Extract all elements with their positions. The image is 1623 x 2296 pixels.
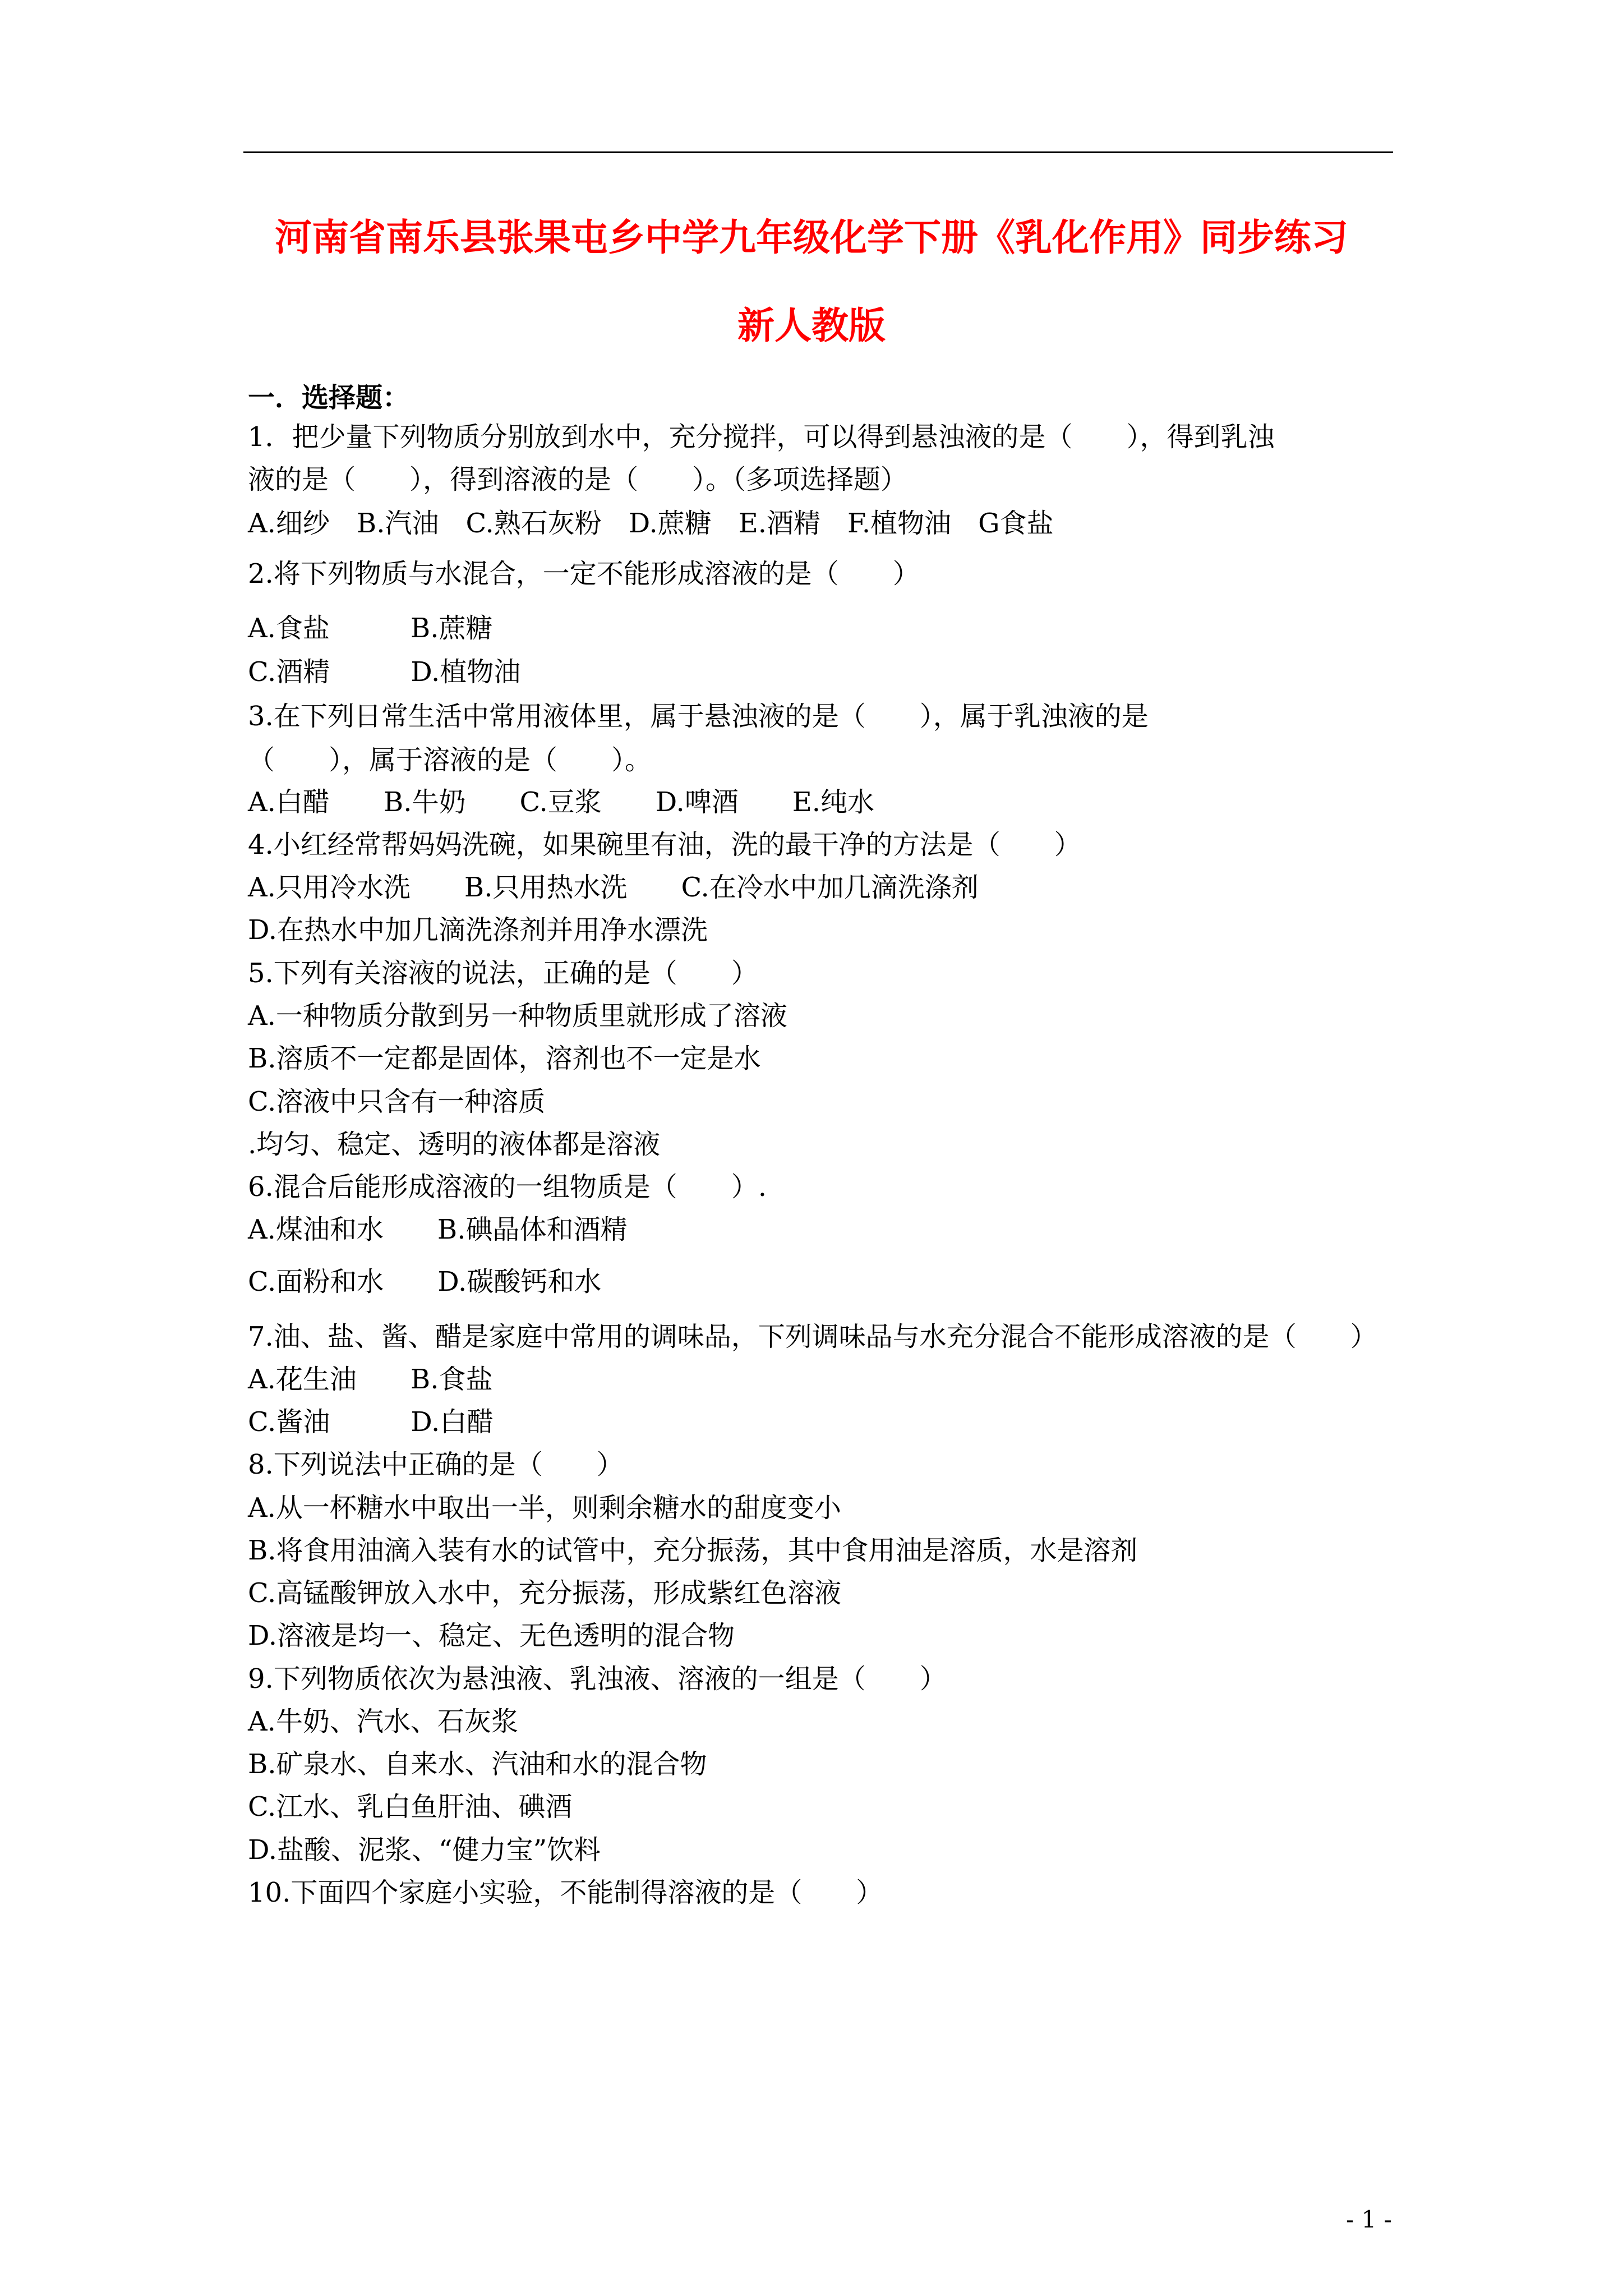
question-5-option-a: A.一种物质分散到另一种物质里就形成了溶液	[248, 1000, 787, 1032]
question-3-line-2: （ ），属于溶液的是（ ）。	[248, 744, 652, 776]
question-9-option-b: B.矿泉水、自来水、汽油和水的混合物	[248, 1749, 707, 1780]
question-1-options: A.细纱 B.汽油 C.熟石灰粉 D.蔗糖 E.酒精 F.植物油 G食盐	[248, 508, 1054, 539]
question-8-option-a: A.从一杯糖水中取出一半，则剩余糖水的甜度变小	[248, 1492, 841, 1524]
header-rule	[243, 151, 1393, 153]
question-8-text: 8.下列说法中正确的是（ ）	[248, 1449, 624, 1480]
question-4-options-row-2: D.在热水中加几滴洗涤剂并用净水漂洗	[248, 914, 708, 946]
question-1-line-1: 1．把少量下列物质分别放到水中，充分搅拌，可以得到悬浊液的是（ ），得到乳浊	[248, 421, 1275, 453]
question-6-text: 6.混合后能形成溶液的一组物质是（ ）.	[248, 1171, 767, 1203]
section-heading: 一．选择题：	[248, 382, 410, 413]
question-7-options-row-2: C.酱油 D.白醋	[248, 1406, 494, 1438]
question-8-option-d: D.溶液是均一、稳定、无色透明的混合物	[248, 1620, 735, 1651]
question-10-text: 10.下面四个家庭小实验，不能制得溶液的是（ ）	[248, 1877, 883, 1908]
question-5-option-c: C.溶液中只含有一种溶质	[248, 1086, 546, 1117]
question-2-options-row-1: A.食盐 B.蔗糖	[248, 613, 493, 644]
question-6-options-row-1: A.煤油和水 B.碘晶体和酒精	[248, 1214, 628, 1245]
question-2-text: 2.将下列物质与水混合，一定不能形成溶液的是（ ）	[248, 558, 920, 590]
question-5-option-b: B.溶质不一定都是固体，溶剂也不一定是水	[248, 1043, 761, 1074]
question-5-text: 5.下列有关溶液的说法，正确的是（ ）	[248, 958, 758, 989]
question-4-text: 4.小红经常帮妈妈洗碗，如果碗里有油，洗的最干净的方法是（ ）	[248, 829, 1081, 861]
question-7-options-row-1: A.花生油 B.食盐	[248, 1364, 493, 1395]
question-8-option-b: B.将食用油滴入装有水的试管中，充分振荡，其中食用油是溶质，水是溶剂	[248, 1535, 1138, 1566]
document-title-line-1: 河南省南乐县张果屯乡中学九年级化学下册《乳化作用》同步练习	[275, 215, 1348, 259]
question-5-option-d: .均匀、稳定、透明的液体都是溶液	[248, 1129, 661, 1160]
question-9-option-d: D.盐酸、泥浆、“健力宝”饮料	[248, 1834, 601, 1866]
question-6-options-row-2: C.面粉和水 D.碳酸钙和水	[248, 1266, 602, 1297]
question-4-options-row-1: A.只用冷水洗 B.只用热水洗 C.在冷水中加几滴洗涤剂	[248, 872, 979, 903]
question-8-option-c: C.高锰酸钾放入水中，充分振荡，形成紫红色溶液	[248, 1577, 842, 1609]
question-9-option-a: A.牛奶、汽水、石灰浆	[248, 1706, 518, 1737]
question-9-option-c: C.江水、乳白鱼肝油、碘酒	[248, 1791, 573, 1823]
question-3-options: A.白醋 B.牛奶 C.豆浆 D.啤酒 E.纯水	[248, 786, 875, 818]
question-9-text: 9.下列物质依次为悬浊液、乳浊液、溶液的一组是（ ）	[248, 1663, 947, 1695]
question-7-text: 7.油、盐、酱、醋是家庭中常用的调味品，下列调味品与水充分混合不能形成溶液的是（ ）	[248, 1321, 1377, 1352]
document-title-line-2: 新人教版	[737, 303, 886, 347]
page-number: - 1 -	[1346, 2206, 1392, 2233]
question-1-line-2: 液的是（ ），得到溶液的是（ ）。（多项选择题）	[248, 464, 908, 495]
question-3-line-1: 3.在下列日常生活中常用液体里，属于悬浊液的是（ ），属于乳浊液的是	[248, 701, 1149, 732]
question-2-options-row-2: C.酒精 D.植物油	[248, 656, 521, 688]
